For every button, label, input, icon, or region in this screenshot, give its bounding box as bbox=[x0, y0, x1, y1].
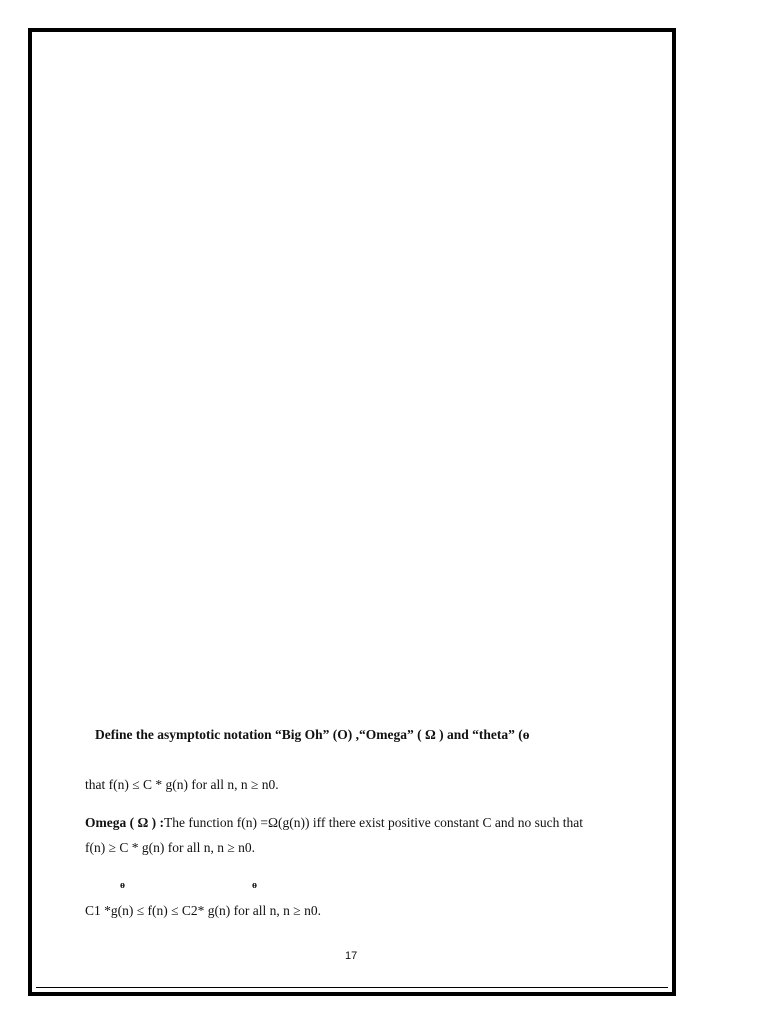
theta-condition: C1 *g(n) ≤ f(n) ≤ C2* g(n) for all n, n ≥ n0. bbox=[85, 903, 321, 918]
page-number: 17 bbox=[345, 950, 358, 962]
omega-term: Omega ( Ω ) : bbox=[85, 815, 165, 830]
theta-mark-right: ɵ bbox=[252, 880, 257, 891]
question-heading: Define the asymptotic notation “Big Oh” (O) ,“Omega” ( Ω ) and “theta” (ɵ bbox=[95, 727, 530, 742]
omega-definition-line-2: f(n) ≥ C * g(n) for all n, n ≥ n0. bbox=[85, 840, 256, 855]
theta-mark-left: ɵ bbox=[120, 880, 125, 891]
omega-definition-line-1 bbox=[85, 815, 583, 831]
omega-definition-text: The function f(n) =Ω(g(n)) iff there exist positive constant C and no such that bbox=[164, 815, 583, 830]
big-oh-definition-tail: that f(n) ≤ C * g(n) for all n, n ≥ n0. bbox=[85, 777, 279, 792]
page-border-inner-line bbox=[36, 987, 668, 988]
